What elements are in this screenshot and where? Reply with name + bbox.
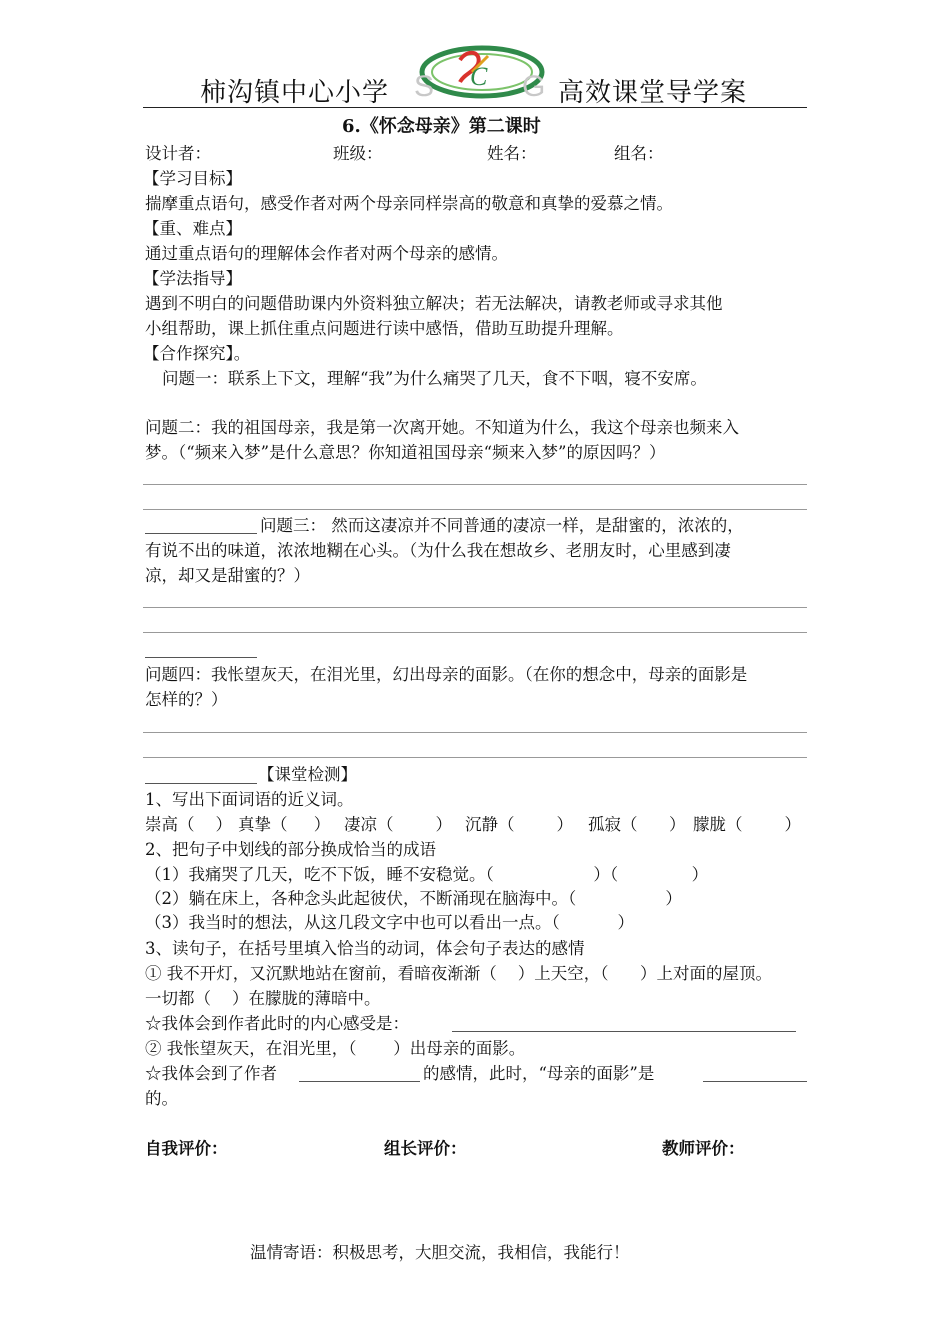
guide-text-2: 小组帮助，课上抓住重点问题进行读中感悟，借助互助提升理解。 (145, 319, 624, 338)
synonym-item[interactable]: 崇高（ ） (145, 815, 232, 834)
feeling-prompt-2b: 的感情，此时，“母亲的面影”是 (423, 1064, 655, 1083)
question-3-line-2: 有说不出的味道，浓浓地糊在心头。（为什么我在想故乡、老朋友时，心里感到凄 (145, 541, 731, 560)
idiom-sentence-1[interactable]: （1）我痛哭了几天，吃不下饭，睡不安稳觉。（ ）（ ） (145, 865, 709, 884)
key-heading: 【重、难点】 (143, 219, 242, 238)
check-part-1: 1、写出下面词语的近义词。 (145, 790, 354, 809)
answer-blank[interactable] (452, 1031, 796, 1032)
self-evaluation-label: 自我评价： (145, 1139, 228, 1158)
answer-line[interactable] (143, 509, 807, 510)
check-part-2: 2、把句子中划线的部分换成恰当的成语 (145, 840, 436, 859)
synonym-item[interactable]: 凄凉（ ） (344, 815, 452, 834)
idiom-sentence-3[interactable]: （3）我当时的想法，从这几段文字中也可以看出一点。（ ） (145, 913, 634, 932)
logo-letter-c: C (470, 62, 488, 91)
class-label: 班级： (333, 144, 383, 163)
verb-sentence-1-line-2[interactable]: 一切都（ ）在朦胧的薄暗中。 (145, 989, 381, 1008)
goal-heading: 【学习目标】 (143, 169, 242, 188)
header-subtitle: 高效课堂导学案 (558, 78, 748, 108)
answer-line[interactable] (143, 607, 807, 608)
question-3-line-1: 问题三： 然而这凄凉并不同普通的凄凉一样，是甜蜜的，浓浓的， (260, 516, 744, 535)
answer-line[interactable] (143, 757, 807, 758)
synonym-item[interactable]: 沉静（ ） (465, 815, 573, 834)
page-title: 6.《怀念母亲》第二课时 (342, 116, 541, 137)
synonym-item[interactable]: 真挚（ ） (238, 815, 331, 834)
question-3-line-3: 凉，却又是甜蜜的？） (145, 566, 310, 585)
answer-blank[interactable] (145, 657, 257, 658)
logo-letter-s: S (414, 70, 435, 103)
name-label: 姓名： (487, 144, 537, 163)
answer-blank[interactable] (703, 1081, 807, 1082)
question-2-line-1: 问题二：我的祖国母亲，我是第一次离开她。不知道为什么，我这个母亲也频来入 (145, 418, 739, 437)
answer-line[interactable] (143, 484, 807, 485)
idiom-sentence-2[interactable]: （2）躺在床上，各种念头此起彼伏，不断涌现在脑海中。（ ） (145, 889, 682, 908)
group-label: 组名： (614, 144, 664, 163)
guide-heading: 【学法指导】 (143, 269, 242, 288)
teacher-evaluation-label: 教师评价： (662, 1139, 745, 1158)
goal-text: 揣摩重点语句，感受作者对两个母亲同样崇高的敬意和真挚的爱慕之情。 (145, 194, 673, 213)
answer-line[interactable] (143, 732, 807, 733)
answer-blank[interactable] (145, 533, 257, 534)
feeling-prompt-2a: ☆我体会到了作者 (145, 1064, 277, 1083)
verb-sentence-2[interactable]: ② 我怅望灰天，在泪光里，（ ）出母亲的面影。 (145, 1039, 526, 1058)
designer-label: 设计者： (145, 144, 211, 163)
answer-line[interactable] (143, 632, 807, 633)
check-part-3: 3、读句子，在括号里填入恰当的动词，体会句子表达的感情 (145, 939, 585, 958)
verb-sentence-1-line-1[interactable]: ① 我不开灯，又沉默地站在窗前，看暗夜渐渐（ ）上天空，（ ）上对面的屋顶。 (145, 964, 772, 983)
feeling-prompt-1: ☆我体会到作者此时的内心感受是： (145, 1014, 409, 1033)
leader-evaluation-label: 组长评价： (384, 1139, 467, 1158)
question-4-line-1: 问题四：我怅望灰天，在泪光里，幻出母亲的面影。（在你的想念中，母亲的面影是 (145, 665, 748, 684)
synonym-item[interactable]: 朦胧（ ） (693, 815, 801, 834)
question-2-line-2: 梦。（“频来入梦”是什么意思？你知道祖国母亲“频来入梦”的原因吗？） (145, 443, 666, 462)
synonym-item[interactable]: 孤寂（ ） (588, 815, 686, 834)
check-heading: 【课堂检测】 (258, 765, 357, 784)
feeling-prompt-2c: 的。 (145, 1089, 178, 1108)
guide-text-1: 遇到不明白的问题借助课内外资料独立解决；若无法解决，请教老师或寻求其他 (145, 294, 723, 313)
question-1: 问题一：联系上下文，理解“我”为什么痛哭了几天，食不下咽，寝不安席。 (162, 369, 707, 388)
answer-blank[interactable] (299, 1081, 420, 1082)
question-4-line-2: 怎样的？） (145, 690, 228, 709)
header-school: 柿沟镇中心小学 (200, 78, 390, 108)
footer-message: 温情寄语：积极思考，大胆交流，我相信，我能行！ (250, 1243, 630, 1262)
logo-letter-g: G (522, 70, 546, 103)
answer-blank[interactable] (145, 783, 257, 784)
key-text: 通过重点语句的理解体会作者对两个母亲的感情。 (145, 244, 508, 263)
header-rule (143, 107, 807, 108)
coop-heading: 【合作探究】。 (143, 344, 251, 363)
